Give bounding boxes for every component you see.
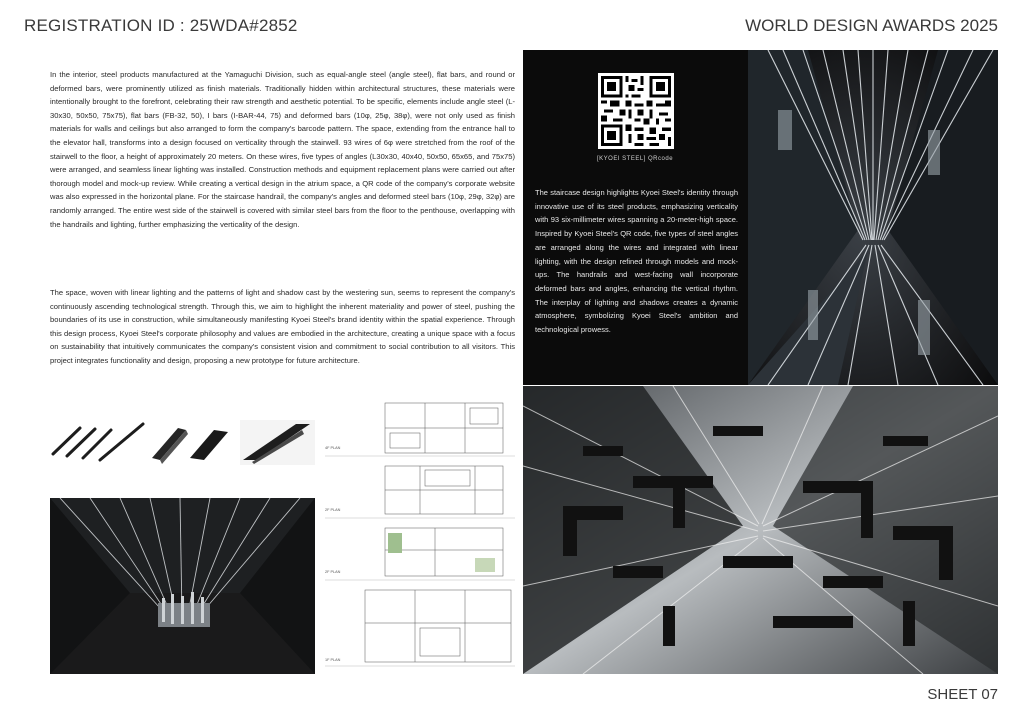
steel-products-samples <box>50 420 315 465</box>
stairwell-wires-photo <box>748 50 998 385</box>
plan-label-2f-a: 2F PLAN <box>325 508 341 512</box>
qr-code[interactable] <box>598 73 674 149</box>
body-paragraph-1: In the interior, steel products manufactured at the Yamaguchi Division, such as equal-angle steel (angle steel), flat bars, and round or deformed bars, were prominently utilized as finish materials. Traditionally hidden within architectural structures, these materials were intentionally brought to the forefront, celebrating their raw strength and aesthetic potential. To be specific, elements include angle steel (L-30x30, 50x50, 75x75), flat bars (FB-32, 50), I bars (I-BAR-44, 75) and deformed bars (10φ, 25φ, 38φ), were not only used as finish materials for walls and ceilings but also arranged to form the company's barcode pattern. The space, extending from the entrance hall to the elevator hall, transforms into a design focused on verticality through the stairwell. 93 wires of 6φ were stretched from the roof of the stairwell to the floor, a height of approximately 20 meters. On these wires, five types of angles (L30x30, 40x40, 50x50, 65x65, and 75x75) were arranged, and seamless linear lighting was installed. Construction methods and equipment replacement plans were carried out after thorough model and mock-up review. While creating a vertical design in the atrium space, a QR code of the company's corporate website was also expressed in the horizontal plane. For the staircase handrail, the company's angles and deformed steel bars (10φ, 29φ, 32φ) are randomly arranged. The entire west side of the stairwell is covered with similar steel bars from the floor to the penthouse, overlapping with the handrails and lighting, further emphasizing the verticality of the design. <box>50 70 515 229</box>
sheet-number: SHEET 07 <box>927 686 998 703</box>
atrium-stairwell-photo <box>50 498 315 674</box>
i-bar-image <box>240 420 315 465</box>
panel-description: The staircase design highlights Kyoei Steel's identity through innovative use of its steel products, emphasizing verticality with 93 six-millimeter wires spanning a 20-meter-high space. Inspired by Kyoei Steel's QR code, five types of steel angles are arranged along the wires and integrated with linear lighting, with the design refined through models and mock-ups. The handrails and west-facing wall incorporate deformed bars and angles, enhancing the vertical rhythm. The interplay of lighting and shadows creates a dynamic atmosphere, symbolizing Kyoei Steel's ambition and technological prowess. <box>535 188 738 335</box>
plan-label-2f-b: 2F PLAN <box>325 570 341 574</box>
deformed-bars-image <box>50 420 145 465</box>
body-paragraph-2: The space, woven with linear lighting and the patterns of light and shadow cast by the westering sun, seems to represent the company's continuously ascending technological strength. Through this, we aim to highlight the inherent materiality and power of steel, pushing the boundaries of its use in construction, while simultaneously manifesting Kyoei Steel's brand identity within the spatial experience. Through this design process, Kyoei Steel's corporate philosophy and values are embodied in the architecture, creating a unique space with a focus on sustainability that intuitively communicates the company's consistent vision and commitment to social contribution to all visitors. This project integrates functionality and design, proposing a new prototype for future architecture. <box>50 288 515 365</box>
plan-label-1f: 1F PLAN <box>325 658 341 662</box>
qr-caption: [KYOEI STEEL] QRcode <box>597 156 674 162</box>
plan-label-4f: 4F PLAN <box>325 446 341 450</box>
ceiling-qr-pattern-photo <box>523 386 998 674</box>
registration-id: REGISTRATION ID : 25WDA#2852 <box>24 16 298 35</box>
floor-plans <box>325 398 515 674</box>
angle-steel-image <box>150 420 232 465</box>
award-title: WORLD DESIGN AWARDS 2025 <box>745 16 998 35</box>
